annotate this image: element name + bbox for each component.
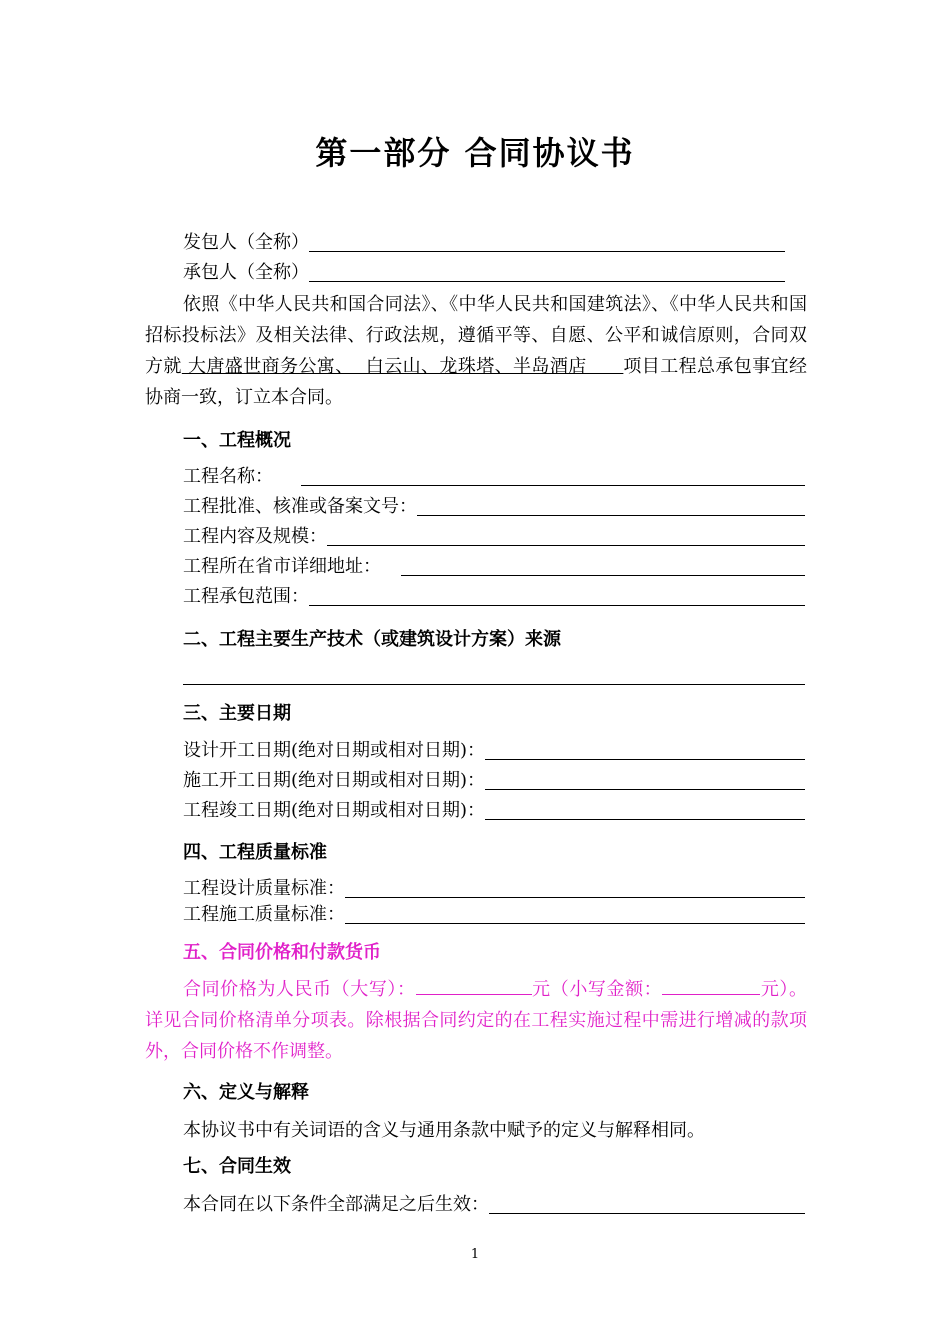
employer-field [183,228,785,256]
field-blank[interactable] [345,903,805,924]
field-blank[interactable] [401,555,805,576]
field-label: 工程批准、核准或备案文号： [183,496,417,517]
section4-heading: 四、工程质量标准 [183,842,327,863]
field-blank[interactable] [309,585,805,606]
field-blank[interactable] [485,739,805,760]
design-start-date-field [183,736,805,764]
scope-scale-field [183,522,805,550]
field-label: 工程竣工日期(绝对日期或相对日期)： [183,800,486,821]
definition-text-line [183,1116,805,1144]
field-blank[interactable] [489,1193,805,1214]
price-figures-blank[interactable] [662,976,760,995]
intro-text-before: 依照《中华人民共和国合同法》、《中华人民共和国建筑法》、《中华人民共和国招标投标法》及相关法律、行政法规，遵循平等、自愿、公平和诚信原则，合同双方就 [145,294,807,377]
page-number: 1 [470,1247,480,1262]
design-quality-field [183,874,805,902]
completion-date-field [183,796,805,824]
section3-heading: 三、主要日期 [183,703,291,724]
field-blank[interactable] [301,465,805,486]
field-blank[interactable] [485,799,805,820]
contractor-blank[interactable] [309,261,785,282]
section1-heading: 一、工程概况 [183,430,291,451]
field-blank[interactable] [485,769,805,790]
field-label: 工程内容及规模： [183,526,327,547]
section7-heading: 七、合同生效 [183,1156,291,1177]
contract-scope-field [183,582,805,610]
price-prefix: 合同价格为人民币（大写）： [183,979,416,1000]
employer-label: 发包人（全称） [183,232,309,253]
construction-start-date-field [183,766,805,794]
construction-quality-field [183,900,805,928]
project-name: 大唐盛世商务公寓、 白云山、龙珠塔、半岛酒店 [181,356,624,377]
contractor-field [183,258,785,286]
field-label: 工程承包范围： [183,586,309,607]
field-label: 工程名称： [183,466,273,487]
field-blank[interactable] [327,525,805,546]
address-field [183,552,805,580]
field-label: 工程所在省市详细地址： [183,556,381,577]
employer-blank[interactable] [309,231,785,252]
project-name-field [183,462,805,490]
field-label: 施工开工日期(绝对日期或相对日期)： [183,770,486,791]
definition-text: 本协议书中有关词语的含义与通用条款中赋予的定义与解释相同。 [183,1120,705,1141]
effectiveness-condition-field [183,1190,805,1218]
price-words-blank[interactable] [416,976,532,995]
contract-price-paragraph [145,974,807,1067]
field-label: 工程施工质量标准： [183,904,345,925]
section6-heading: 六、定义与解释 [183,1082,309,1103]
intro-text-after: 项目工程总承包事宜经协商一致，订立本合同。 [145,356,808,408]
field-blank[interactable] [345,877,805,898]
field-label: 设计开工日期(绝对日期或相对日期)： [183,740,486,761]
price-suffix: 元）。 [760,979,808,1000]
field-label: 本合同在以下条件全部满足之后生效： [183,1194,489,1215]
contractor-label: 承包人（全称） [183,262,309,283]
price-mid: 元（小写金额： [531,979,663,1000]
approval-number-field [183,492,805,520]
intro-paragraph [145,289,807,413]
field-blank[interactable] [417,495,805,516]
price-text: 详见合同价格清单分项表。除根据合同约定的在工程实施过程中需进行增减的款项外，合同价格不作调整。 [145,1010,807,1062]
section5-heading: 五、合同价格和付款货币 [183,942,381,963]
technology-source-blank[interactable] [183,684,805,685]
section2-heading: 二、工程主要生产技术（或建筑设计方案）来源 [183,629,561,650]
field-label: 工程设计质量标准： [183,878,345,899]
page-title: 第一部分 合同协议书 [315,134,635,172]
